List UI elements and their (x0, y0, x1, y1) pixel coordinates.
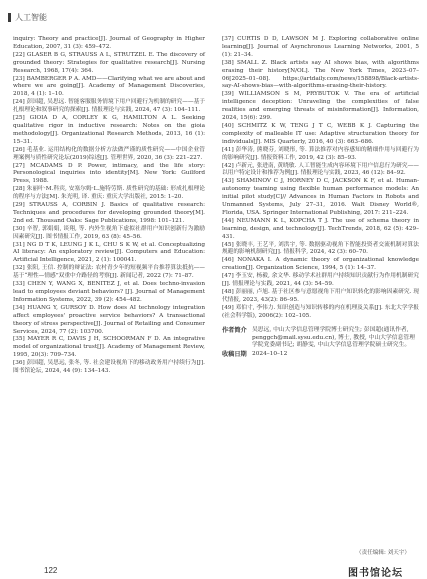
reference-item: [27] MCADAMS D P. Power, intimacy, and the life story: Personological inquiries into identity[M]. New York: Guilford Press, 1988. (13, 162, 205, 185)
section-header (8, 12, 47, 23)
section-title: 人工智能 (15, 13, 47, 22)
reference-item: [34] HUANG Y, GURSOY D. How does AI technology integration affect employees' proactive service behaviors? A transactional theory of stress perspective[J]. Journal of Retailing and Consumer Services, 2024, 77 (2): 103700. (13, 304, 205, 335)
reference-item: [36] 彭国超, 吴思远, 张冬, 等. 社会建设视角下的移动政务用户持续行为[J]. 图书馆论坛, 2024, 44 (9): 134–143. (13, 360, 205, 375)
reference-item: [33] CHEN Y, WANG X, BENITEZ J, et al. Does techno-invasion lead to employees deviant behaviors? [J]. Journal of Management Information Systems, 2022, 39 (2): 454–482. (13, 281, 205, 303)
journal-name: 图书馆论坛 (348, 568, 403, 579)
reference-item: [43] SHAMINOV C J, HORNEY D C, JACKSON K F, et al. Human-autonomy teaming using flexible human performance models: An initial pilot study[C]// Advances in Human Factors in Robots and Unmanned Systems, July 27–31, 2016. Walt Disney World®, Florida, USA. Springer International Publishing, 2017: 211–224. (222, 178, 419, 216)
reference-item: inquiry: Theory and practice[J]. Journal of Geography in Higher Education, 2007, 31 (3): 459–472. (13, 36, 205, 50)
reference-item: [31] NG D T K, LEUNG J K L, CHU S K W, et al. Conceptualizing AI literacy: An exploratory review[J]. Computers and Education: Artificial Intelligence, 2021, 2 (1): 100041. (13, 241, 205, 264)
reference-item: [37] CURTIS D D, LAWSON M J. Exploring collaborative online learning[J]. Journal of Asynchronous Learning Networks, 2001, 5 (1): 21–34. (222, 36, 419, 58)
references-left-column (13, 36, 205, 376)
reference-item: [41] 彭华涛, 熊晓芬, 刘晓彤, 等. 算法推荐对内容感知的精细作用与回避行为的影响研究[J]. 情报资料工作, 2019, 42 (3): 85–93. (222, 146, 419, 161)
received-date-label: 收稿日期 (222, 351, 247, 359)
reference-item: [39] WILLIAMSON S M, PRYBUTOK V. The era of artificial intelligence deception: Unraveling the complexities of false realities and emerging threats of misinformation[J]. Information, 2024, 15(6): 299. (222, 91, 419, 122)
reference-item: [35] MAYER R C, DAVIS J H, SCHOORMAN F D. An integrative model of organizational trust[J]. Academy of Management Review, 1995, 20(3): 709–734. (13, 336, 205, 359)
reference-item: [44] NEUMANN K L, KOPCHA T J. The use of schema theory in learning, design, and technology[J]. TechTrends, 2018, 62 (5): 429–431. (222, 217, 419, 240)
reference-item: [49] 邓伯寸, 李伟力. 知识创造与知识转移的内在机理及关系[J]. 东北大学学报(社会科学版), 2006(2): 102–105. (222, 304, 419, 319)
page-number: 122 (44, 566, 58, 575)
author-row (222, 327, 419, 351)
reference-item: [38] SMALL Z. Black artists say AI shows bias, with algorithms erasing their history[N/OL]. The New York Times, 2023–07–06[2025–01–08]. https://artdaily.com/news/158898/Black-artists-say-AI-shows-bias—with-algorithms-erasing-their-history. (222, 59, 419, 90)
reference-item: [24] 彭国超, 吴思远. 智能客服服务情境下用户回避行为机制的研究——基于扎根理论和叙事研究的探索[J]. 情报理论与实践, 2024, 47 (3): 104–111. (13, 99, 205, 114)
reference-item: [25] GIOIA D A, CORLEY K G, HAMILTON A L. Seeking qualitative rigor in inductive research: Notes on the gioia methodology[J]. Organizational Research Methods, 2013, 16 (1): 15–31. (13, 115, 205, 145)
reference-item: [29] STRAUSS A, CORBIN J. Basics of qualitative research: Techniques and procedures for developing grounded theory[M]. 2nd ed. Thousand Oaks: Sage Publications, 1998: 101–121. (13, 202, 205, 224)
reference-item: [30] 辛智, 郭娟娟, 谈翔, 等. 内外生视角下虚拟社群用户知识创新行为激励因素研究[J]. 图书情报工作, 2019, 63 (8): 45–56. (13, 225, 205, 240)
author-info (222, 327, 419, 360)
reference-item: [22] GLASER B G, STRAUSS A L, STRUTZEL E. The discovery of grounded theory: Strategies for qualitative research[J]. Nursing Research, 1968, 17(4): 364. (13, 51, 205, 74)
references-right-column (222, 36, 419, 359)
reference-item: [47] 李玉安, 杨毅, 余文华. 移动学术社群用户持续知识贡献行为作用机制研究[J]. 情报理论与实践, 2021, 44 (3): 54–59. (222, 273, 419, 288)
reference-item: [23] BAMBERGER P A. AMD——Clarifying what we are about and where we are going[J]. Academy of Management Discoveries, 2018, 4 (1): 1–10. (13, 75, 205, 98)
received-date: 2024–10–12 (252, 351, 288, 358)
reference-item: [42] 卢新元, 张进南, 黄晓敏. 人工智能生成内容环境下用户信息行为研究——以用户特定设计和推荐为例[J]. 情报理论与实践, 2023, 46 (12): 84–92. (222, 162, 419, 177)
reference-item: [45] 张晓丰, 王艺平, 刘洪宇, 等. 数据驱动视角下智能投资者交流机制对算法规避的影响机制研究[J]. 情报科学, 2024, 42 (3): 60–70. (222, 241, 419, 256)
responsible-editor: （责任编辑: 刘天宇） (356, 550, 411, 556)
reference-item: [26] 毛基业. 运用结构化的数据分析方法做严谨的质性研究——中国企业管理案例与质性研究论坛(2019)综述[J]. 管理世界, 2020, 36 (3): 221–227. (13, 146, 205, 161)
reference-item: [32] 张阳, 王信. 控制的辩证法: 农村青少年的短视频平台推荐算法抵抗——基于“理性—情感”双重中介路径的考察[J]. 新闻记者, 2022 (7): 71–87. (13, 265, 205, 280)
reference-item: [46] NONAKA I. A dynamic theory of organizational knowledge creation[J]. Organization Science, 1994, 5 (1): 14–37. (222, 257, 419, 272)
received-date-row (222, 351, 419, 359)
header-marker (8, 13, 11, 22)
reference-item: [48] 彭丽丽, 卢旭. 基于社区参与意愿视角下用户知识转化的影响因素研究. 现代情报, 2023, 43(2): 86–95. (222, 289, 419, 303)
author-label: 作者简介 (222, 326, 247, 334)
reference-item: [28] 朱丽叶·M.科宾, 安塞尔姆·L.施特劳斯. 质性研究的基础: 形成扎根理论的程序与方法[M]. 朱光明, 译. 重庆: 重庆大学出版社, 2015: 1–20. (13, 186, 205, 201)
reference-item: [40] SCHMITZ K W, TENG J T C, WEBB K J. Capturing the complexity of malleable IT use: Adaptive structuration theory for individuals[J]. MIS Quarterly, 2016, 40 (3): 663–686. (222, 122, 419, 145)
author-text: 吴思远, 中山大学信息管理学院博士研究生; 彭国超(通讯作者, penggch@mail.sysu.edu.cn), 博士, 教授, 中山大学信息管理学院党委副书记; 胡静雯, 中山大学信息管理学院硕士研究生。 (252, 326, 415, 349)
